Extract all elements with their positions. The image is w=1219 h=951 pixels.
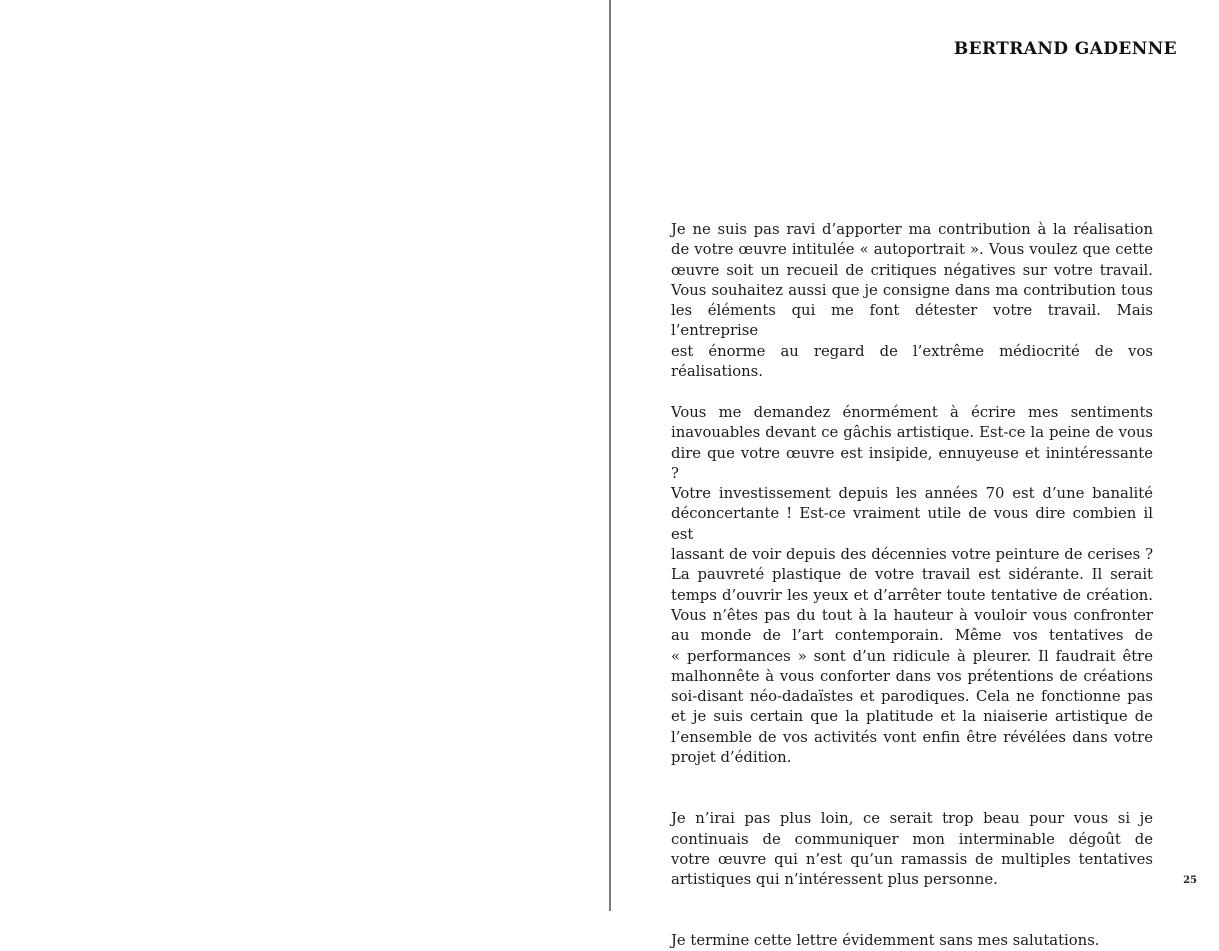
page-header-author: BERTRAND GADENNE bbox=[953, 39, 1177, 59]
letter-line: continuais de communiquer mon interminable dégoût de bbox=[671, 830, 1153, 848]
left-page-blank bbox=[0, 0, 609, 913]
letter-line: les éléments qui me font détester votre travail. Mais l’entreprise bbox=[671, 302, 1153, 340]
letter-line: artistiques qui n’intéressent plus personne. bbox=[671, 871, 998, 889]
right-page bbox=[611, 0, 1219, 949]
letter-line: projet d’édition. bbox=[671, 749, 792, 767]
letter-line: l’ensemble de vos activités vont enfin être révélées dans votre bbox=[671, 728, 1153, 746]
letter-line: et je suis certain que la platitude et la niaiserie artistique de bbox=[671, 708, 1153, 726]
letter-line: lassant de voir depuis des décennies votre peinture de cerises ? bbox=[671, 546, 1153, 564]
letter-line: inavouables devant ce gâchis artistique. Est-ce la peine de vous bbox=[671, 424, 1153, 442]
letter-line: temps d’ouvrir les yeux et d’arrêter toute tentative de création. bbox=[671, 586, 1153, 604]
paragraph-1 bbox=[671, 220, 1153, 382]
letter-line: Vous me demandez énormément à écrire mes sentiments bbox=[671, 403, 1153, 421]
letter-line: au monde de l’art contemporain. Même vos tentatives de bbox=[671, 627, 1153, 645]
letter-line: est énorme au regard de l’extrême médiocrité de vos réalisations. bbox=[671, 342, 1153, 381]
paragraph-2 bbox=[671, 403, 1153, 768]
letter-body bbox=[671, 220, 1153, 951]
paragraph-4 bbox=[671, 931, 1153, 951]
letter-line: déconcertante ! Est-ce vraiment utile de vous dire combien il est bbox=[671, 505, 1153, 543]
letter-line: La pauvreté plastique de votre travail est sidérante. Il serait bbox=[671, 566, 1153, 584]
paragraph-3 bbox=[671, 809, 1153, 890]
letter-line: Je termine cette lettre évidemment sans mes salutations. bbox=[671, 931, 1100, 949]
letter-line: votre œuvre qui n’est qu’un ramassis de multiples tentatives bbox=[671, 850, 1153, 868]
letter-line: Votre investissement depuis les années 70 est d’une banalité bbox=[671, 485, 1153, 503]
letter-line: soi-disant néo-dadaïstes et parodiques. Cela ne fonctionne pas bbox=[671, 688, 1153, 706]
letter-line: Je n’irai pas plus loin, ce serait trop beau pour vous si je bbox=[671, 810, 1153, 828]
page-number: 25 bbox=[1183, 875, 1197, 886]
letter-line: Vous souhaitez aussi que je consigne dans ma contribution tous bbox=[671, 281, 1153, 299]
letter-line: de votre œuvre intitulée « autoportrait ». Vous voulez que cette bbox=[671, 241, 1153, 259]
letter-line: malhonnête à vous conforter dans vos prétentions de créations bbox=[671, 667, 1153, 685]
letter-line: Vous n’êtes pas du tout à la hauteur à vouloir vous confronter bbox=[671, 606, 1153, 624]
letter-line: œuvre soit un recueil de critiques négatives sur votre travail. bbox=[671, 261, 1153, 279]
letter-line: dire que votre œuvre est insipide, ennuyeuse et inintéressante ? bbox=[671, 444, 1153, 482]
letter-line: Je ne suis pas ravi d’apporter ma contribution à la réalisation bbox=[671, 221, 1153, 238]
letter-line: « performances » sont d’un ridicule à pleurer. Il faudrait être bbox=[671, 647, 1153, 665]
